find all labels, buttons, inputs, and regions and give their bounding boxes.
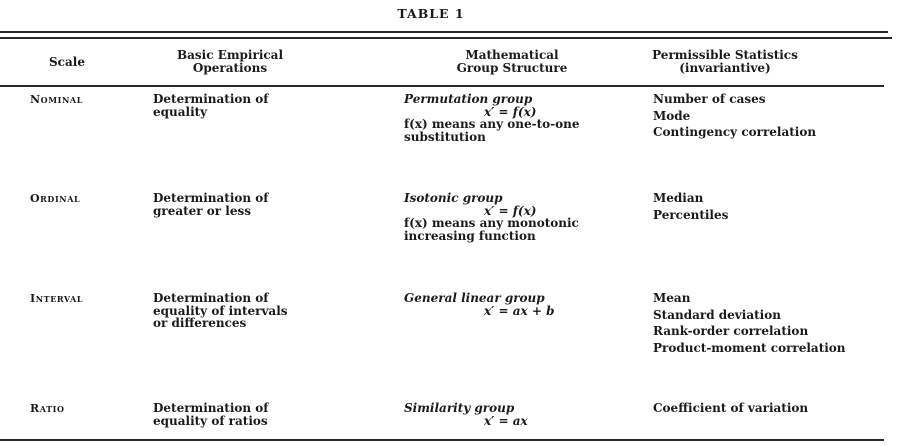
header-group-structure bbox=[412, 49, 612, 75]
operations-line: Determination of bbox=[153, 291, 269, 305]
header-group-line-1: Mathematical bbox=[465, 48, 559, 62]
statistic-item: Mode bbox=[653, 108, 691, 123]
operations-cell bbox=[153, 93, 383, 118]
group-formula: x′ = f(x) bbox=[484, 203, 537, 218]
header-operations-line-2: Operations bbox=[192, 61, 268, 75]
statistic-item: Standard deviation bbox=[653, 307, 781, 322]
statistic-item: Median bbox=[653, 191, 704, 205]
statistics-cell bbox=[653, 190, 893, 223]
operations-cell bbox=[153, 192, 383, 217]
operations-line: equality of ratios bbox=[153, 413, 268, 428]
group-cell bbox=[404, 292, 644, 317]
header-operations bbox=[130, 49, 330, 75]
group-formula: x′ = ax + b bbox=[484, 303, 555, 318]
group-formula: x′ = f(x) bbox=[484, 104, 537, 119]
statistic-item: Number of cases bbox=[653, 92, 766, 106]
scale-name: Ordinal bbox=[30, 192, 81, 205]
group-cell bbox=[404, 192, 644, 242]
statistic-item: Product-moment correlation bbox=[653, 340, 846, 355]
group-description: f(x) means any one-to-one bbox=[404, 117, 580, 131]
group-name: General linear group bbox=[404, 291, 545, 305]
operations-line: Determination of bbox=[153, 191, 269, 205]
header-stats-line-1: Permissible Statistics bbox=[652, 48, 798, 62]
operations-cell bbox=[153, 402, 383, 427]
group-cell bbox=[404, 402, 644, 427]
header-statistics bbox=[620, 49, 830, 75]
group-name: Permutation group bbox=[404, 92, 533, 106]
operations-line: Determination of bbox=[153, 92, 269, 106]
header-operations-line-1: Basic Empirical bbox=[176, 48, 284, 62]
operations-cell bbox=[153, 292, 383, 330]
statistics-cell bbox=[653, 91, 893, 141]
statistic-item: Mean bbox=[653, 291, 691, 305]
group-cell bbox=[404, 93, 644, 143]
header-group-line-2: Group Structure bbox=[456, 61, 568, 75]
statistics-cell bbox=[653, 400, 893, 417]
statistic-item: Percentiles bbox=[653, 207, 729, 222]
header-stats-line-2: (invariantive) bbox=[679, 61, 771, 75]
group-name: Isotonic group bbox=[404, 191, 503, 205]
operations-line: equality of intervals bbox=[153, 303, 288, 318]
header-rule bbox=[0, 85, 884, 87]
top-rule-1 bbox=[0, 31, 888, 33]
bottom-rule bbox=[0, 439, 884, 441]
scale-name: Ratio bbox=[30, 402, 65, 415]
operations-line: greater or less bbox=[153, 203, 252, 218]
group-description: substitution bbox=[404, 129, 486, 144]
table-title: TABLE 1 bbox=[397, 6, 465, 21]
group-description: increasing function bbox=[404, 228, 536, 243]
statistic-item: Rank-order correlation bbox=[653, 324, 809, 338]
operations-line: equality bbox=[153, 104, 208, 119]
group-name: Similarity group bbox=[404, 401, 515, 415]
header-scale: Scale bbox=[49, 55, 85, 69]
statistic-item: Coefficient of variation bbox=[653, 401, 809, 415]
statistics-cell bbox=[653, 290, 893, 356]
group-description: f(x) means any monotonic bbox=[404, 216, 579, 230]
operations-line: Determination of bbox=[153, 401, 269, 415]
scale-name: Interval bbox=[30, 292, 84, 305]
statistic-item: Contingency correlation bbox=[653, 125, 817, 139]
scale-name: Nominal bbox=[30, 93, 83, 106]
operations-line: or differences bbox=[153, 316, 247, 330]
top-rule-2 bbox=[0, 37, 892, 39]
group-formula: x′ = ax bbox=[484, 413, 528, 428]
